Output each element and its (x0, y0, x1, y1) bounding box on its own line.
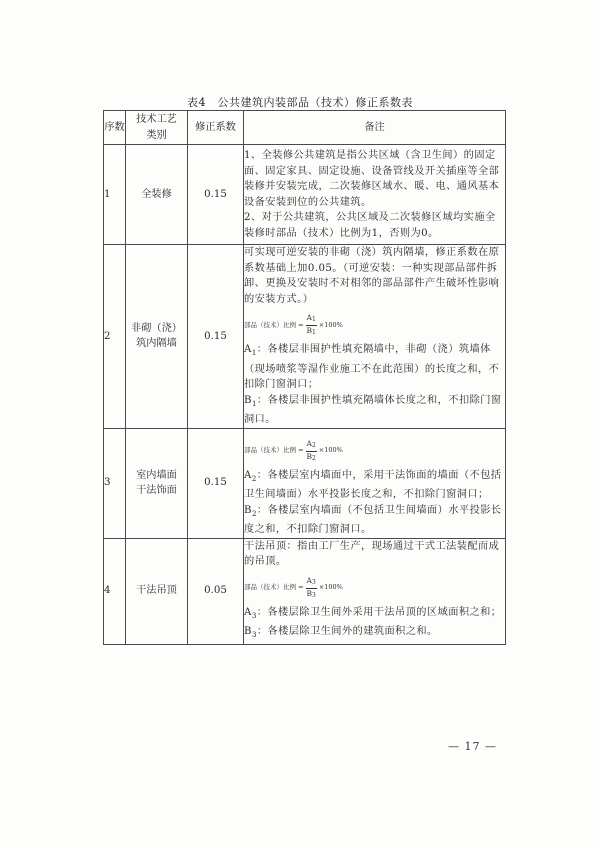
numerator-sub: 2 (311, 441, 316, 449)
correction-coefficient-table (103, 110, 506, 645)
row-coefficient: 0.15 (188, 245, 244, 429)
row-category: 全装修 (126, 145, 188, 245)
definition-b: $B_1$：各楼层非围护性填充隔墙体长度之和，不扣除门窗洞口。 (244, 394, 502, 426)
ratio-formula (244, 313, 505, 338)
ratio-formula (244, 439, 505, 464)
row-category: 非砌（浇）筑内隔墙 (126, 245, 188, 429)
formula-fraction (306, 439, 317, 464)
formula-suffix: ×100% (318, 446, 343, 455)
remark-intro: 可实现可逆安装的非砌（浇）筑内隔墙，修正系数在原系数基础上加0.05。（可逆安装：一种实现部品部件拆卸、更换及安装时不对相邻的部品部件产生破坏性影响的安装方式。） (244, 247, 500, 305)
page-number: — 17 — (448, 740, 497, 753)
formula-label: 部品（技术）比例 = (244, 446, 304, 455)
row-remark (244, 245, 506, 429)
denominator: B (306, 326, 312, 335)
remark-paragraph: 1、全装修公共建筑是指公共区域（含卫生间）的固定面、固定家具、固定设施、设备管线及开关插座等全部装修并安装完成，二次装修区域水、暖、电、通风基本设备安装到位的公共建筑。 (244, 150, 500, 208)
definition-a: $A_1$：各楼层非围护性填充隔墙中，非砌（浇）筑墙体（现场喷浆等湿作业施工不在此范围）的长度之和，不扣除门窗洞口； (244, 344, 500, 391)
formula-suffix: ×100% (318, 583, 343, 592)
formula-suffix: ×100% (318, 320, 343, 329)
header-category: 技术工艺类别 (126, 111, 188, 145)
table-row (104, 145, 506, 245)
denominator-sub: 1 (311, 329, 316, 336)
formula-label: 部品（技术）比例 = (244, 583, 304, 592)
row-seq: 2 (104, 245, 126, 429)
definition-a: $A_3$：各楼层除卫生间外采用干法吊顶的区域面积之和； (244, 606, 502, 620)
ratio-formula (244, 576, 505, 601)
row-seq: 4 (104, 538, 126, 644)
remark-paragraph: 2、对于公共建筑，公共区域及二次装修区域均实施全装修时部品（技术）比例为1，否则为0。 (244, 212, 496, 239)
row-seq: 3 (104, 428, 126, 538)
row-coefficient: 0.05 (188, 538, 244, 644)
denominator: B (306, 588, 312, 598)
formula-fraction (306, 313, 317, 338)
denominator-sub: 2 (311, 454, 316, 462)
remark-intro: 干法吊顶：指由工厂生产，现场通过干式工法装配而成的吊顶。 (244, 540, 500, 568)
numerator: A (306, 575, 312, 585)
header-seq: 序数 (104, 111, 126, 145)
row-category: 室内墙面干法饰面 (126, 428, 188, 538)
row-seq: 1 (104, 145, 126, 245)
header-coefficient: 修正系数 (188, 111, 244, 145)
header-remark: 备注 (244, 111, 506, 145)
numerator: A (306, 313, 312, 322)
table-row (104, 245, 506, 429)
formula-label: 部品（技术）比例 = (244, 320, 304, 329)
table-header-row (104, 111, 506, 145)
row-category: 干法吊顶 (126, 538, 188, 644)
numerator-sub: 3 (311, 578, 316, 586)
row-remark (244, 428, 506, 538)
numerator: A (306, 438, 312, 448)
row-remark (244, 145, 506, 245)
definition-b: $B_3$：各楼层除卫生间外的建筑面积之和。 (244, 626, 438, 640)
numerator-sub: 1 (311, 316, 316, 323)
table-title: 表4 公共建筑内装部品（技术）修正系数表 (187, 96, 413, 109)
table-row (104, 538, 506, 644)
row-remark (244, 538, 506, 644)
denominator-sub: 3 (311, 591, 316, 599)
denominator: B (306, 451, 312, 461)
definition-a: $A_2$：各楼层室内墙面中，采用干法饰面的墙面（不包括卫生间墙面）水平投影长度之和，不扣除门窗洞口； (244, 469, 502, 501)
formula-fraction (306, 576, 317, 601)
definition-b: $B_2$：各楼层室内墙面（不包括卫生间墙面）水平投影长度之和，不扣除门窗洞口。 (244, 504, 502, 536)
row-coefficient: 0.15 (188, 428, 244, 538)
row-coefficient: 0.15 (188, 145, 244, 245)
table-row (104, 428, 506, 538)
